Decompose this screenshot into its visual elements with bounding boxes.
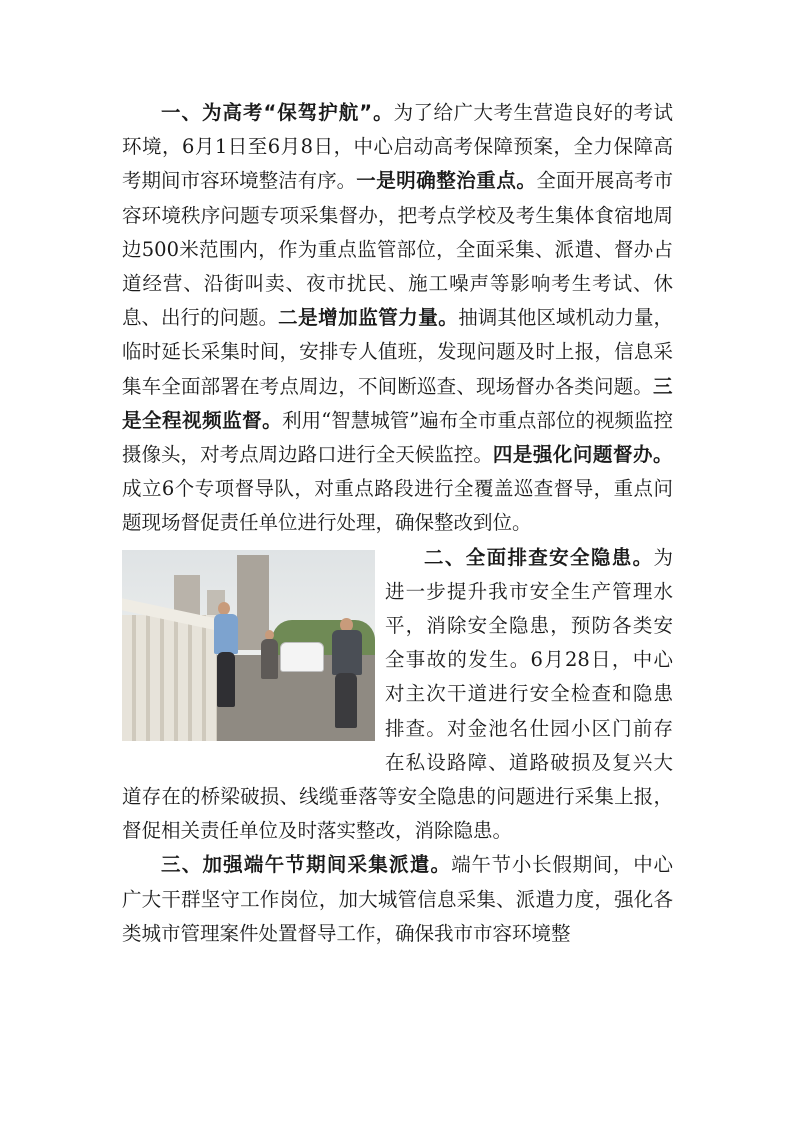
document-body <box>122 96 673 951</box>
point-1-label: 一是明确整治重点。 <box>356 169 537 193</box>
section-3-body: 端午节小长假期间，中心广大干群坚守工作岗位，加大城管信息采集、派遣力度，强化各类城市管理案件处置督导工作，确保我市市容环境整 <box>122 853 673 945</box>
section-3-heading: 三、加强端午节期间采集派遣。 <box>161 853 452 877</box>
photo-person <box>214 614 238 654</box>
point-3-label: 三是全程视频监督。 <box>122 374 673 432</box>
section-3 <box>122 848 673 951</box>
photo-person-head <box>218 602 230 615</box>
point-4-text: 成立6个专项督导队，对重点路段进行全覆盖巡查督导，重点问题现场督促责任单位进行处理，确保整改到位。 <box>122 477 673 535</box>
photo-bridge-railing <box>122 615 217 741</box>
photo-person-legs <box>335 673 357 728</box>
photo-car <box>280 642 324 672</box>
point-1-text: 全面开展高考市容环境秩序问题专项采集督办，把考点学校及考生集体食宿地周边500米范围内，作为重点监管部位，全面采集、派遣、督办占道经营、沿街叫卖、夜市扰民、施工噪声等影响考生考试、休息、出行的问题。 <box>122 169 673 330</box>
section-1 <box>122 96 673 541</box>
photo-person <box>261 639 278 679</box>
inspection-photo <box>122 550 375 741</box>
photo-person-legs <box>217 652 235 707</box>
point-2-label: 二是增加监管力量。 <box>278 306 459 330</box>
section-1-heading: 一、为高考“保驾护航”。 <box>161 101 394 124</box>
section-2 <box>122 541 673 849</box>
point-3-text: 利用“智慧城管”遍布全市重点部位的视频监控摄像头，对考点周边路口进行全天候监控。 <box>122 408 673 467</box>
section-1-lead: 为了给广大考生营造良好的考试环境，6月1日至6月8日，中心启动高考保障预案，全力保障高考期间市容环境整洁有序。 <box>122 101 673 193</box>
point-4-label: 四是强化问题督办。 <box>492 443 673 467</box>
section-2-body: 为进一步提升我市安全生产管理水平，消除安全隐患，预防各类安全事故的发生。6月28日，中心对主次干道进行安全检查和隐患排查。对金池名仕园小区门前存在私设路障、道路破损及复兴大道存在的桥梁破损、线缆垂落等安全隐患的问题进行采集上报，督促相关责任单位及时落实整改，消除隐患。 <box>122 545 673 843</box>
section-2-heading: 二、全面排查安全隐患。 <box>424 545 654 569</box>
photo-person <box>332 630 362 675</box>
point-2-text: 抽调其他区域机动力量，临时延长采集时间，安排专人值班，发现问题及时上报，信息采集车全面部署在考点周边，不间断巡查、现场督办各类问题。 <box>122 306 673 398</box>
